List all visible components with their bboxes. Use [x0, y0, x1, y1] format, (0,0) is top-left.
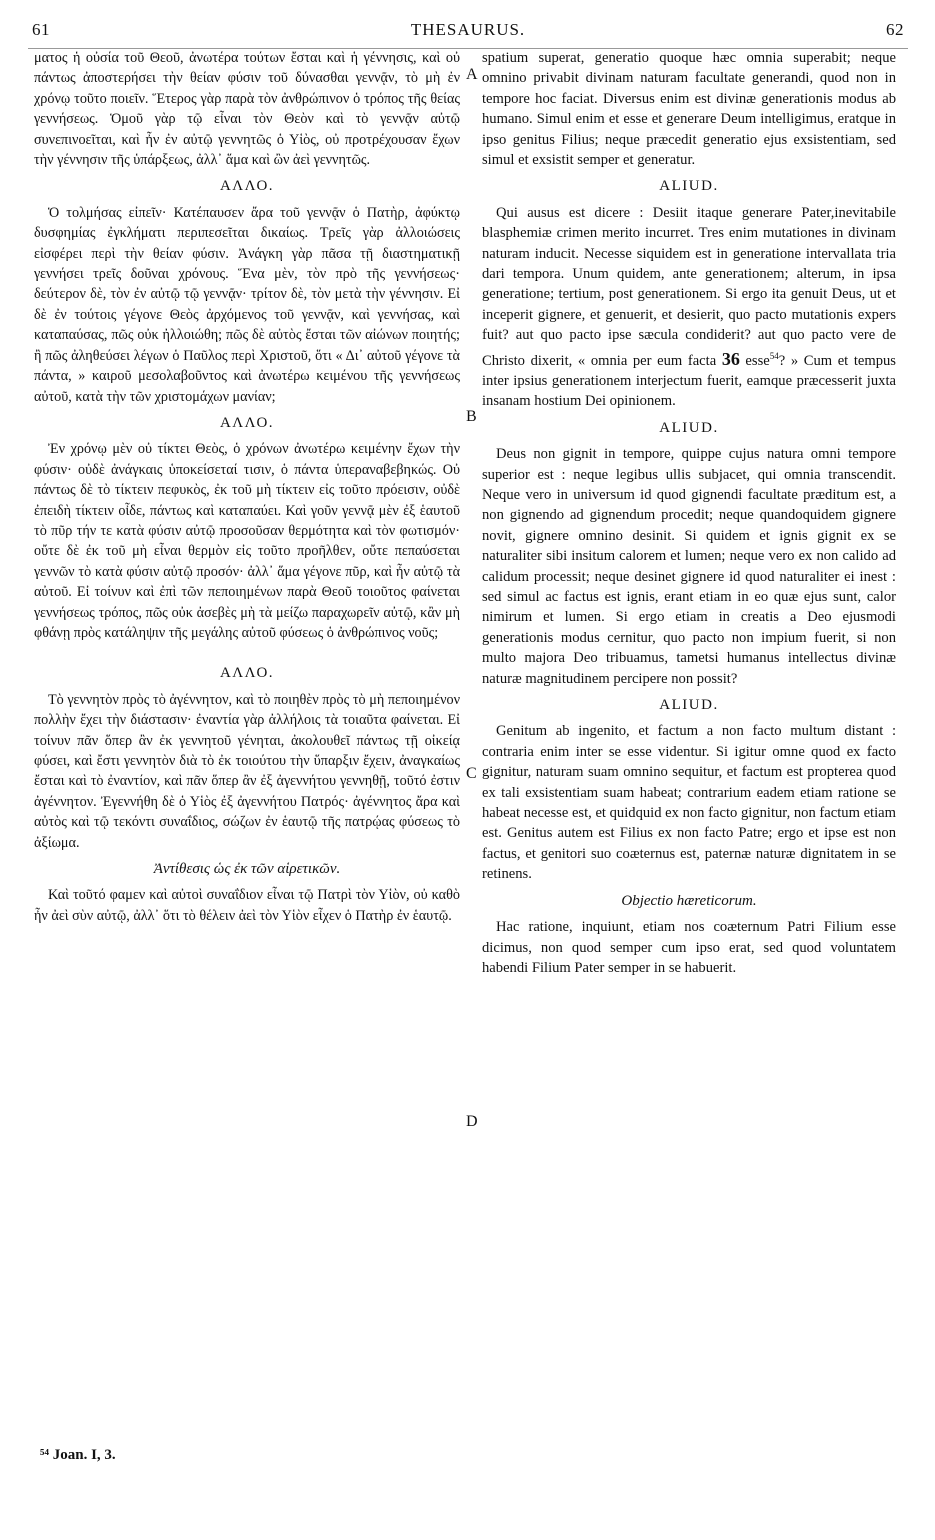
margin-marker-b: B: [466, 408, 477, 425]
latin-subheading: Objectio hæreticorum.: [621, 892, 757, 909]
page-header: [28, 18, 908, 49]
latin-paragraph-4: Genitum ab ingenito, et factum a non facto multum distant : contraria enim inter se esse videntur. Si igitur omne quod ex facto gignitur, naturam suam omnino sequitur, et factum est propterea quod ex tali exsistentiam suam habeat; contrarium eadem etiam ratione se habeat necesse est, et quidquid ex non facto gignitur, non factum etiam est. Genitus autem est Filius ex non facto Patre; ergo et ipse est non factus, et genitori suo coæternus est, paternæ naturæ dignitatem in se retinens.: [482, 723, 896, 883]
running-title: THESAURUS.: [410, 20, 526, 39]
greek-paragraph-5: Καὶ τοῦτό φαμεν καὶ αὐτοὶ συναΐδιον εἶναι τῷ Πατρὶ τὸν Υἱὸν, οὐ καθὸ ἦν ἀεὶ σὺν αὐτῷ, ἀλλ᾽ ὅτι τὸ θέλειν ἀεὶ τὸν Υἱὸν εἶχεν ὁ Πατὴρ ἐν ἑαυτῷ.: [34, 887, 460, 924]
margin-marker-d: D: [466, 1113, 478, 1130]
latin-paragraph-2a: Qui ausus est dicere : Desiit itaque generare Pater,inevitabile blasphemiæ crimen merito incurret. Tres enim mutationes in divinam naturam inducit. Necesse siquidem est in generatione intervallata tria dari tempora. Unum quidem, ante generationem; alterum, in ipsa generatione; tertium, post generationem. Si ergo ita genuit Deus, ut et inceperit gignere, et genuerit, et desierit, quo pacto mutationis expers fuit? aut quo pacto ipse sæcula condiderit? aut quo pacto vere de Christo dixerit, « omnia per eum facta: [482, 204, 896, 369]
margin-marker-c: C: [466, 765, 477, 782]
greek-paragraph-4: Τὸ γεννητὸν πρὸς τὸ ἀγέννητον, καὶ τὸ ποιηθὲν πρὸς τὸ μὴ πεποιημένον πολλὴν ἔχει τὴν διάστασιν· ἐναντία γὰρ ἀλλήλοις τὰ τοιαῦτα φαίνεται. Εἰ τοίνυν πᾶν ὅπερ ἂν ἐκ γεννητοῦ γένηται, ἀκολουθεῖ πάντως τῇ οἰκείᾳ φύσει, καὶ ἔστι γεννητὸν διὰ τὸ ἐκ τοιούτου τὴν ὕπαρξιν ἔχειν, ἀναγκαίως ἔσται καὶ τὸ ἐναντίον, καὶ πᾶν ὅπερ ἂν ἐξ ἀγεννήτου γεννηθῇ, τοῦτό ἐστιν ἀγέννητον. Ἐγεννήθη δὲ ὁ Υἱὸς ἐξ ἀγεννήτου Πατρός· ἀγέννητος ἄρα καὶ αὐτὸς καὶ τῷ τεκόντι συναΐδιος, σώζων ἐν ἑαυτῷ τῆς πατρῴας φύσεως τὸ ἀξίωμα.: [34, 691, 460, 851]
page-number-right: 62: [886, 20, 904, 39]
latin-column: [482, 48, 896, 978]
greek-heading-2: ΑΛΛΟ.: [219, 414, 275, 431]
latin-heading-1: ALIUD.: [659, 178, 719, 195]
latin-paragraph-2b: esse: [745, 352, 770, 369]
page-number-left: 61: [32, 20, 50, 39]
column-number: 36: [721, 348, 740, 369]
latin-paragraph-2: [482, 203, 896, 412]
margin-marker-a: A: [466, 66, 478, 83]
greek-heading-3: ΑΛΛΟ.: [219, 665, 275, 682]
latin-paragraph-1: spatium superat, generatio quoque hæc omnia superabit; neque omnino privabit divinam naturam facultate generandi, quod non in tempore hoc faciat. Diversus enim est divinæ generationis modus ab humano. Simul enim et esse et generare Deum intelligimus, eratque in ipso genitus Filius; neque præcedit generatio ejus exsistentiam, sed simul et exsistit semper et generatur.: [482, 50, 896, 169]
greek-column: [34, 48, 460, 926]
latin-heading-2: ALIUD.: [659, 419, 719, 436]
latin-paragraph-2c: ? » Cum et tempus inter ipsius generationem interjectum fuerit, eamque præcesserit juxta insanam hostium Dei opinionem.: [482, 352, 896, 410]
footnote-reference: 54: [769, 350, 779, 361]
greek-paragraph-2: Ὁ τολμήσας εἰπεῖν· Κατέπαυσεν ἄρα τοῦ γεννᾷν ὁ Πατὴρ, ἀφύκτῳ δυσφημίας ἐγκλήματι περιπεσεῖται δικαίως. Τρεῖς γὰρ ἀλλοιώσεις εἰσφέρει περὶ τὴν θείαν φύσιν. Ἀνάγκη γὰρ πᾶσα τῇ διαστηματικῇ γεννήσει τρεῖς δοῦναι χρόνους. Ἕνα μὲν, τὸν πρὸ τῆς γεννήσεως· δεύτερον δὲ, τὸν ἐν αὐτῷ τῷ γεννᾷν· τρίτον δὲ, τὸν μετὰ τὴν γέννησιν. Εἰ δὲ ἐν τούτοις γέγονε Θεὸς ἀρχόμενος τοῦ γεννᾷν, καὶ γεννήσας, καὶ καταπαύσας, πῶς οὐκ ἠλλοιώθη; πῶς δὲ αὐτὸς ἔσται τῶν αἰώνων ποιητής; ἢ πῶς ἀληθεύσει λέγων ὁ Παῦλος περὶ Χριστοῦ, ὅτι « Δι᾽ αὐτοῦ γέγονε τὰ πάντα, » καιροῦ μεσολαβοῦντος καὶ ἀνωτέρω κειμένου τῆς γεννήσεως αὐτοῦ, κατὰ τὴν τῶν χριστομάχων μανίαν;: [34, 204, 460, 405]
latin-paragraph-5: Hac ratione, inquiunt, etiam nos coæternum Patri Filium esse dicimus, non quod semper cum ipso erat, sed quod voluntatem habendi Filium Pater semper in se habuerit.: [482, 919, 896, 976]
greek-paragraph-1: ματος ἡ οὐσία τοῦ Θεοῦ, ἀνωτέρα τούτων ἔσται καὶ ἡ γέννησις, καὶ οὐ πάντως ἀποστερήσει τὴν θείαν φύσιν τοῦ δύνασθαι γεννᾷν, τὸ μὴ ἐν χρόνῳ τοῦτο ποιεῖν. Ἕτερος γὰρ παρὰ τὸν ἀνθρώπινον ὁ τρόπος τῆς θείας γεννήσεως. Ὁμοῦ γὰρ τῷ εἶναι τὸν Θεὸν καὶ τὸ γεννᾷν αὐτῷ συνεπινοεῖται, καὶ ἦν ἐν αὐτῷ γεννητῶς ὁ Υἱὸς, οὐ προτρέχουσαν ἔχων τὴν γέννησιν τῆς ὑπάρξεως, ἀλλ᾽ ἅμα καὶ ὢν ἀεὶ γεννητῶς.: [34, 50, 460, 169]
greek-subheading: Ἀντίθεσις ὡς ἐκ τῶν αἱρετικῶν.: [153, 861, 341, 878]
footnote: ⁵⁴ Joan. I, 3.: [40, 1447, 116, 1463]
latin-heading-3: ALIUD.: [659, 697, 719, 714]
greek-paragraph-3: Ἐν χρόνῳ μὲν οὐ τίκτει Θεὸς, ὁ χρόνων ἀνωτέρω κειμένην ἔχων τὴν φύσιν· οὐδὲ ἀνάγκαις ὑποκείσεταί τισιν, ὁ πάντα ὑπεραναβεβηκώς. Οὐ πάντως δὲ τὸ τίκτειν πεφυκὸς, ἐκ τοῦ μὴ τίκτειν εἰς τοῦτο πρόεισιν, οὐδὲ ἐπειδὴ τίκτειν οἶδε, πάντως καὶ καταπαύει. Καὶ γοῦν γεννᾷ μὲν ἐξ ἑαυτοῦ τὸ πῦρ τήν τε κατὰ φύσιν αὐτῷ προσοῦσαν θερμότητα καὶ τὸν φωτισμόν· οὔτε δὲ ἐκ τοῦ μὴ εἶναι θερμὸν εἰς τοῦτο προῆλθεν, οὔτε πεπαύσεται γεννῶν τὸ κατὰ φύσιν αὐτῷ προσόν· ἀλλ᾽ ἅμα γέγονε πῦρ, καὶ ἦν αὐτῷ τὰ αὐτοῦ. Εἰ τοίνυν καὶ ἐπὶ τῶν πεποιημένων παρὰ Θεοῦ τοιοῦτος φαίνεται γεννήσεως τρόπος, πῶς οὐκ ἀσεβὲς μὴ τὰ μείζω παραχωρεῖν αὐτῷ, κἂν μὴ φθάνῃ πρὸς κατάληψιν τῆς μεγάλης αὐτοῦ φύσεως ὁ ἀνθρώπινος νοῦς;: [34, 441, 460, 641]
greek-heading-1: ΑΛΛΟ.: [219, 178, 275, 195]
latin-paragraph-3: Deus non gignit in tempore, quippe cujus natura omni tempore superior est : neque legibus ullis subjacet, qui omnia transcendit. Neque vero in universum id quod gignendi facultate præditum est, a non gignendo ad gignendum procedit; neque quandoquidem gignere novit, gignere omnino desinit. Si quidem et ignis gignit ex se naturaliter sibi insitum calorem et lumen; neque vero ex non calido ad calidum processit; neque desinet gignere id quod naturaliter ei inest : sed simul ac factus est ignis, erant etiam in eo quæ ejus sunt, calor nimirum et lumen. Si ergo etiam in creatis a Deo ejusmodi generationis modus cernitur, quo pacto non impium fuerit, si non multo majora Deo tribuamus, tametsi humanus intellectus divinæ naturæ magnitudinem percipere non possit?: [482, 446, 896, 687]
